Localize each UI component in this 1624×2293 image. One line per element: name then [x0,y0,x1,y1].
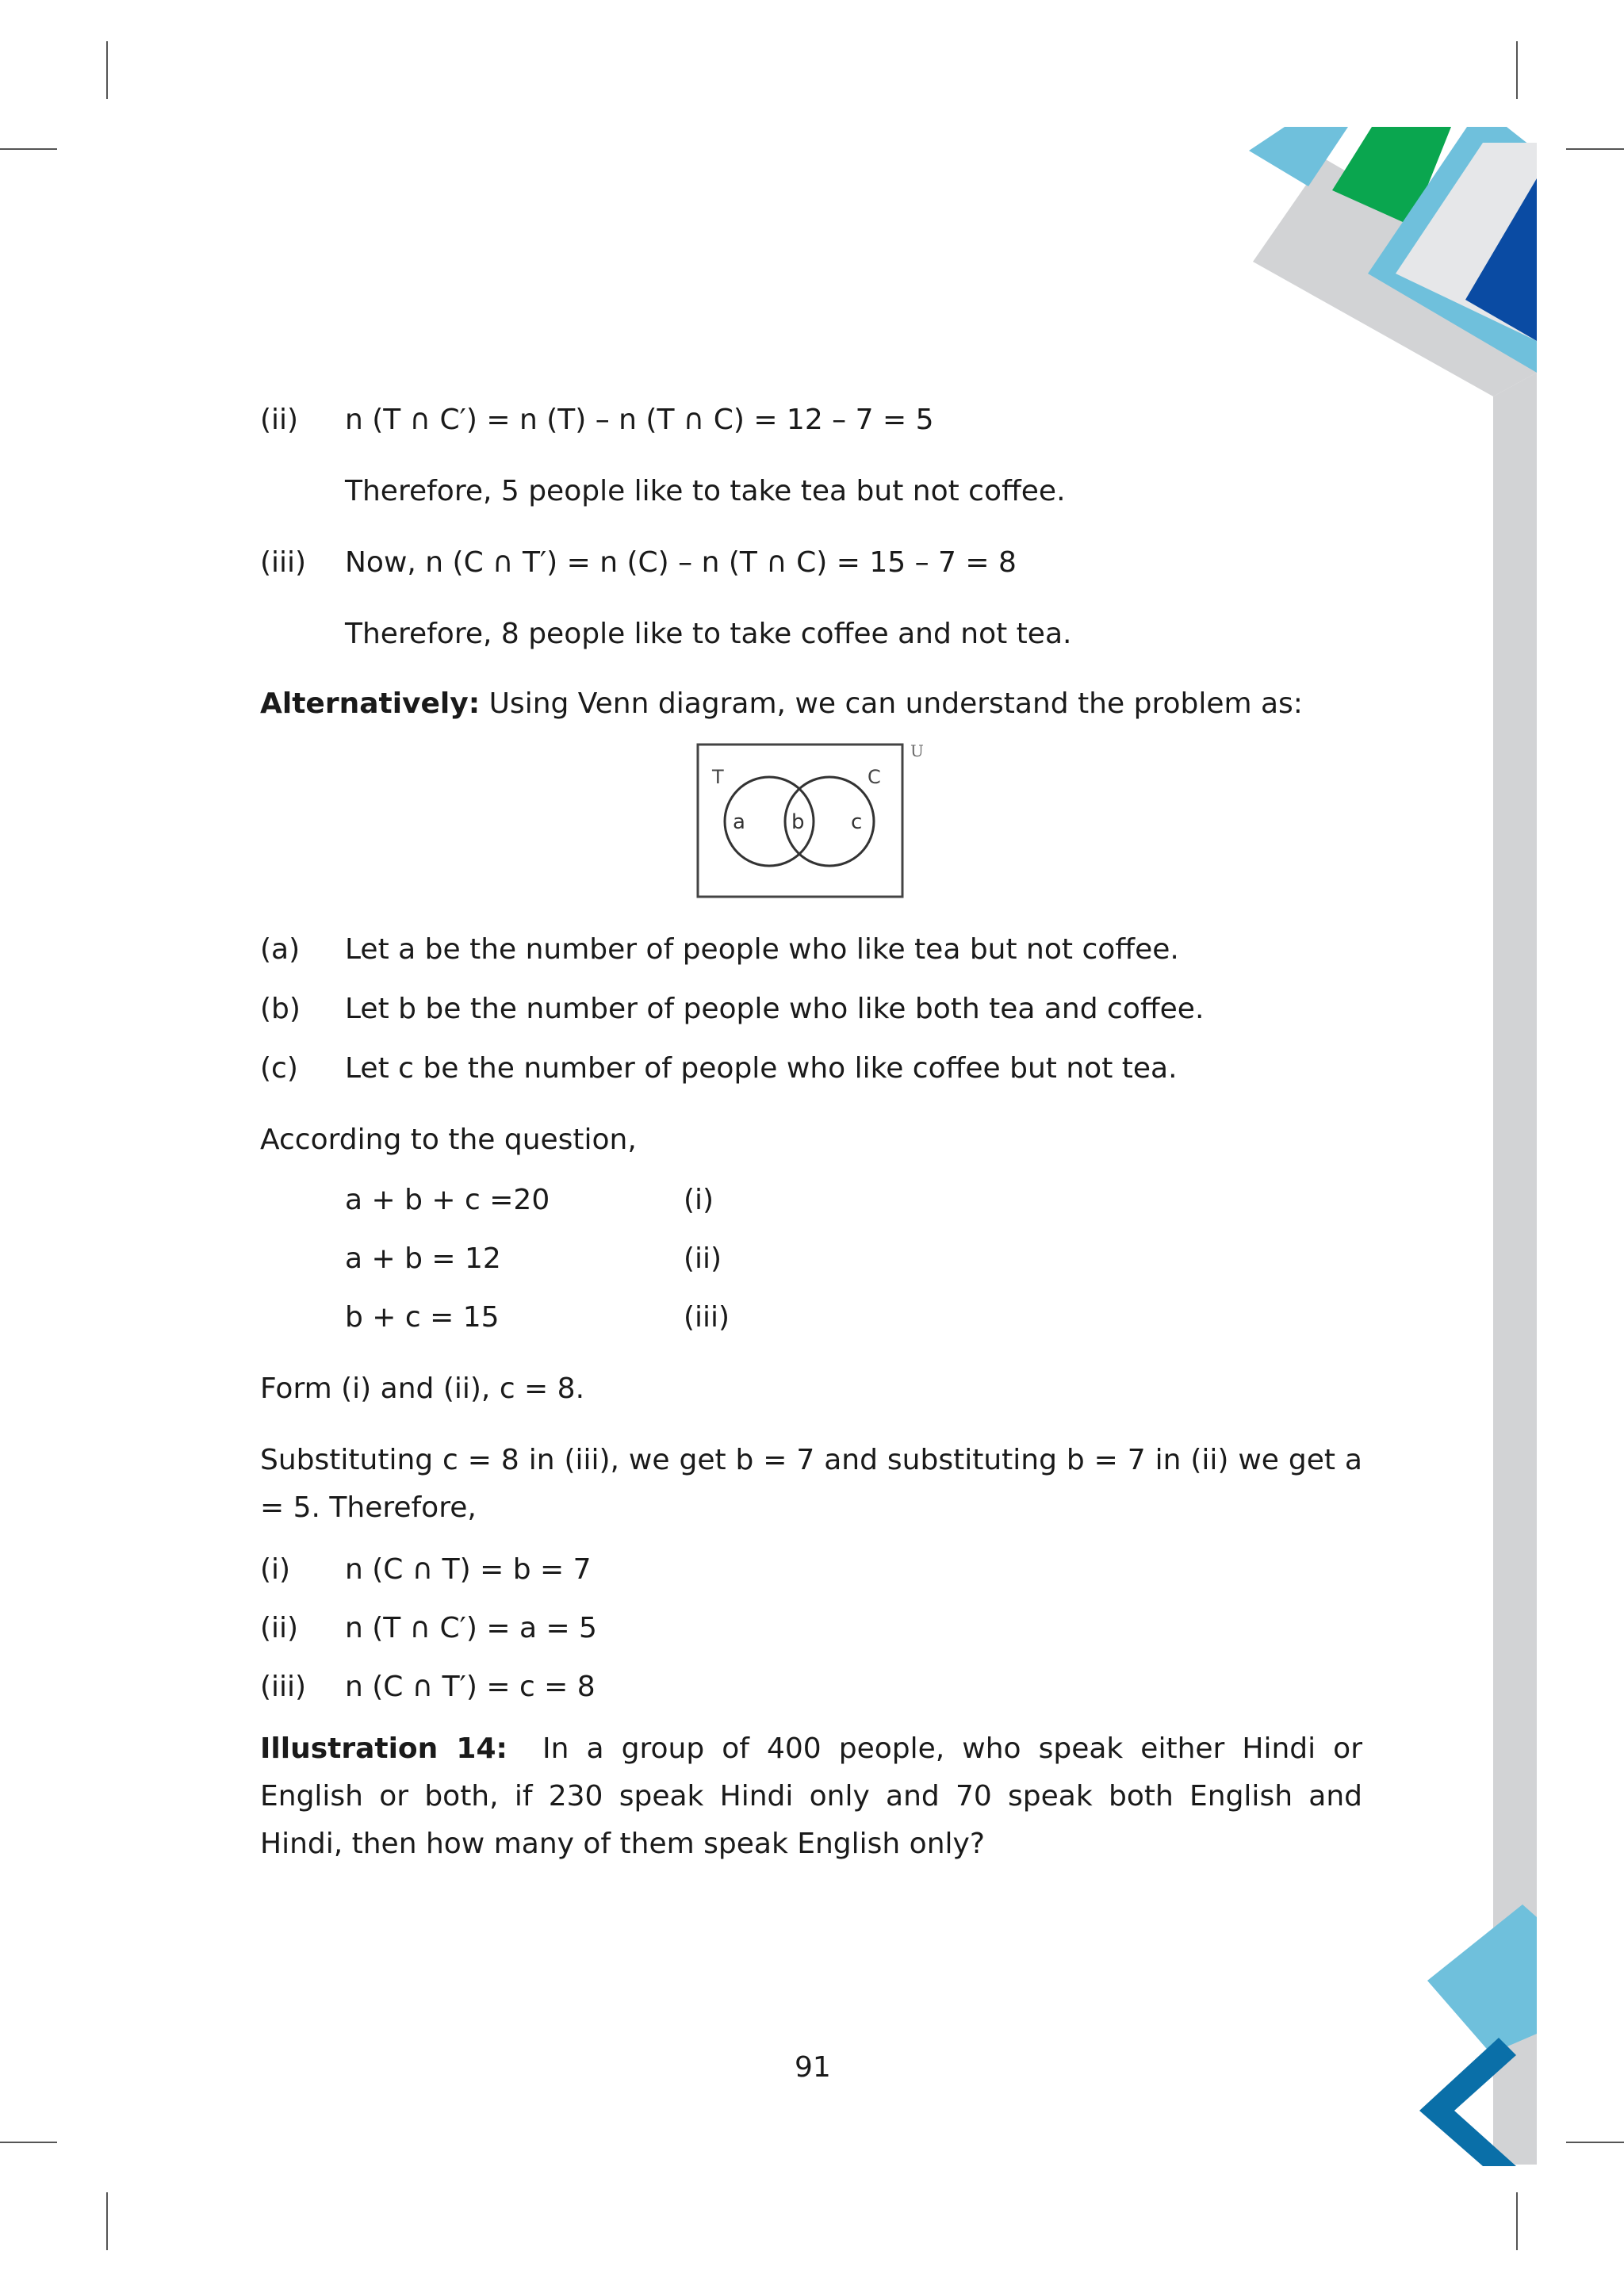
equation-line: Now, n (C ∩ T′) = n (C) – n (T ∩ C) = 15 – 7 = 8 [345,546,1017,579]
result-number: (iii) [260,1671,307,1703]
venn-diagram [690,737,936,904]
result-line: n (C ∩ T′) = c = 8 [345,1671,596,1703]
result-line: n (T ∩ C′) = a = 5 [345,1612,597,1644]
list-marker: (b) [260,993,301,1025]
form-line: Form (i) and (ii), c = 8. [260,1372,585,1405]
region-c: c [851,810,863,834]
item-number: (iii) [260,546,307,579]
result-number: (ii) [260,1612,299,1644]
illustration-label: Illustration 14: [260,1732,508,1765]
bottom-light-blue-diamond [1427,1904,1537,2054]
equation: b + c = 15 [345,1301,500,1334]
label-c: C [868,766,881,788]
label-u: U [910,741,924,760]
result-number: (i) [260,1553,291,1586]
equation-ref: (i) [684,1184,714,1216]
label-t: T [712,766,724,788]
equation-line: n (T ∩ C′) = n (T) – n (T ∩ C) = 12 – 7 = 5 [345,404,934,436]
substituting-paragraph: Substituting c = 8 in (iii), we get b = 7 and substituting b = 7 in (ii) we get a = 5. Therefore, [260,1444,1362,1524]
conclusion-line: Therefore, 5 people like to take tea but not coffee. [345,475,1066,507]
item-number: (ii) [260,404,299,436]
illustration-text: In a group of 400 people, who speak either Hindi or English or both, if 230 speak Hindi only and 70 speak both English and Hindi, then how many of them speak English only? [260,1732,1372,1860]
conclusion-line: Therefore, 8 people like to take coffee and not tea. [345,618,1072,650]
equation-ref: (iii) [684,1301,730,1334]
alternatively-text: Using Venn diagram, we can understand the problem as: [480,687,1303,720]
illustration-paragraph [260,1725,1372,1868]
side-bar [1493,373,1537,2165]
result-line: n (C ∩ T) = b = 7 [345,1553,592,1586]
list-marker: (c) [260,1052,298,1085]
equation: a + b + c =20 [345,1184,550,1216]
according-line: According to the question, [260,1124,637,1156]
equation: a + b = 12 [345,1242,501,1275]
alternatively-paragraph [260,687,1303,722]
page-number: 91 [795,2051,831,2084]
equation-ref: (ii) [684,1242,722,1275]
definition-line: Let a be the number of people who like tea but not coffee. [345,933,1179,966]
definition-line: Let b be the number of people who like both tea and coffee. [345,993,1205,1025]
alternatively-label: Alternatively: [260,687,481,720]
definition-line: Let c be the number of people who like coffee but not tea. [345,1052,1178,1085]
list-marker: (a) [260,933,301,966]
region-a: a [733,810,745,834]
region-b: b [791,810,805,834]
